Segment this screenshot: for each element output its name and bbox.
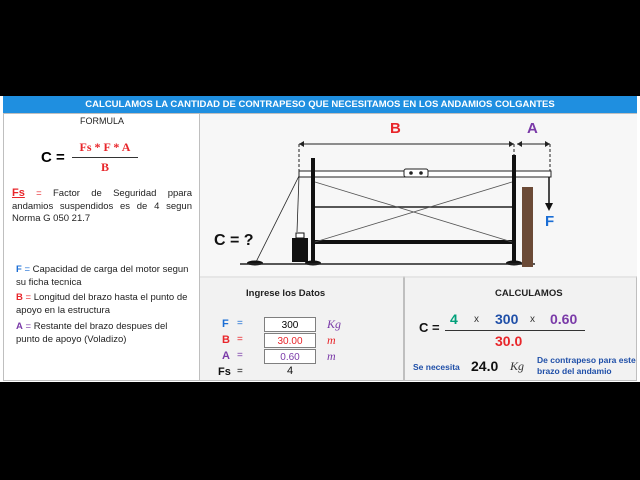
input-f-symbol: F — [222, 318, 229, 330]
result-value: 24.0 — [471, 358, 499, 374]
b-definition — [16, 292, 192, 317]
formula-heading: FORMULA — [80, 116, 125, 126]
result-note: De contrapeso para este brazo del andamio — [537, 355, 636, 376]
fs-definition — [12, 187, 192, 226]
fs-equals: = — [36, 188, 42, 199]
formula-fraction-bar — [72, 157, 138, 158]
calc-denominator: 30.0 — [495, 333, 523, 349]
scaffold-diagram — [200, 114, 637, 277]
f-definition — [16, 264, 192, 289]
input-fs-symbol: Fs — [218, 366, 231, 378]
input-f-field[interactable]: 300 — [264, 317, 316, 332]
b-text: Longitud del brazo hasta el punto de apoyo en la estructura — [16, 292, 188, 316]
b-equals: = — [25, 292, 32, 303]
input-f-unit: Kg — [327, 317, 342, 331]
calc-heading: CALCULAMOS — [495, 288, 563, 299]
label-c-unknown: C = ? — [214, 232, 254, 249]
calc-times-2: x — [530, 314, 535, 325]
a-text: Restante del brazo despues del punto de apoyo (Voladizo) — [16, 321, 168, 345]
post-left — [311, 158, 315, 262]
calc-factor-f: 300 — [495, 311, 519, 327]
formula-denominator: B — [100, 160, 109, 174]
fs-text: Factor de Seguridad ppara andamios suspendidos es de 4 segun Norma G 050 21.7 — [12, 188, 192, 224]
formula-lhs: C = — [41, 149, 65, 166]
a-symbol: A — [16, 321, 23, 332]
page-title: CALCULAMOS LA CANTIDAD DE CONTRAPESO QUE NECESITAMOS EN LOS ANDAMIOS COLGANTES — [3, 96, 637, 114]
diagram-panel — [200, 113, 637, 276]
formula-numerator: Fs * F * A — [79, 140, 131, 154]
result-label: Se necesita — [413, 362, 460, 372]
building-wall — [522, 187, 533, 267]
formula-panel — [3, 113, 200, 381]
calc-fraction-bar — [445, 330, 585, 331]
f-text: Capacidad de carga del motor segun su ficha tecnica — [16, 264, 189, 288]
input-a-equals: = — [237, 350, 243, 361]
input-b-unit: m — [327, 333, 336, 347]
f-equals: = — [24, 264, 31, 275]
f-symbol: F — [16, 264, 22, 275]
calc-lhs: C = — [419, 320, 440, 335]
calc-factor-a: 0.60 — [550, 311, 578, 327]
a-definition — [16, 321, 192, 346]
beam-clamp — [404, 169, 428, 177]
post-right — [512, 155, 516, 262]
input-fs-equals: = — [237, 366, 243, 377]
a-equals: = — [25, 321, 32, 332]
input-b-field[interactable]: 30.00 — [264, 333, 316, 348]
calculation-panel — [404, 276, 637, 381]
calc-factor-fs: 4 — [450, 311, 458, 327]
b-symbol: B — [16, 292, 23, 303]
inputs-panel — [200, 276, 404, 381]
label-f: F — [545, 213, 555, 230]
input-a-unit: m — [327, 349, 336, 363]
calc-times-1: x — [474, 314, 479, 325]
input-f-equals: = — [237, 318, 243, 329]
input-a-symbol: A — [222, 350, 230, 362]
input-a-field[interactable]: 0.60 — [264, 349, 316, 364]
input-b-equals: = — [237, 334, 243, 345]
input-fs-value: 4 — [286, 365, 294, 377]
counterweight-block — [292, 238, 308, 262]
label-a: A — [527, 120, 538, 137]
spreadsheet-sheet — [0, 96, 640, 382]
input-b-symbol: B — [222, 334, 230, 346]
label-b: B — [390, 120, 401, 137]
fs-symbol: Fs — [12, 187, 25, 199]
result-unit: Kg — [510, 359, 525, 373]
inputs-heading: Ingrese los Datos — [246, 288, 326, 299]
